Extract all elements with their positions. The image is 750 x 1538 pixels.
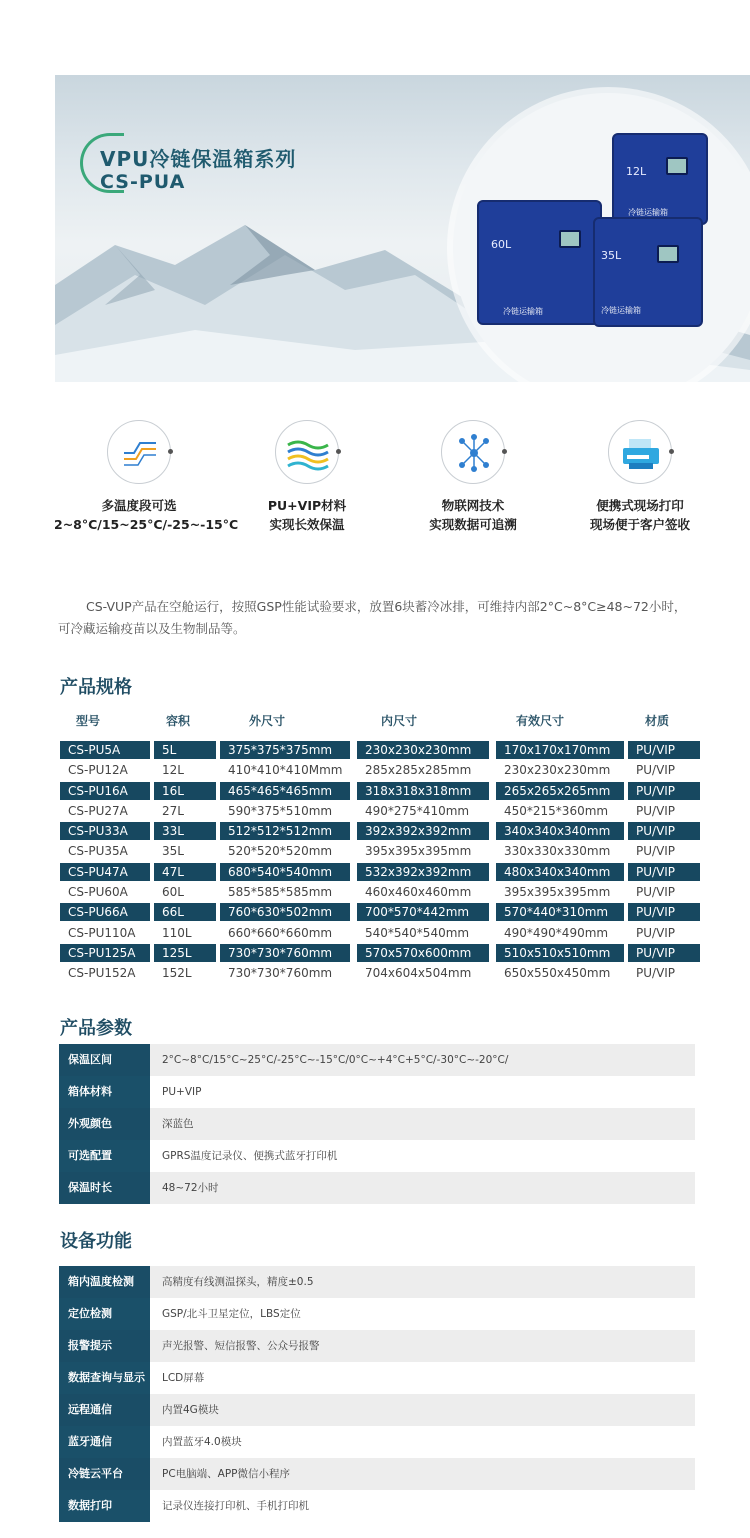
spec-cell: 47L xyxy=(154,863,216,881)
product-box-35l xyxy=(593,217,703,327)
feature-title: 便携式现场打印 xyxy=(596,498,684,513)
box-screen xyxy=(657,245,679,263)
spec-cell: CS-PU33A xyxy=(60,822,150,840)
param-key: 外观颜色 xyxy=(59,1108,150,1140)
spec-cell: 170x170x170mm xyxy=(496,741,624,759)
spec-cell: 16L xyxy=(154,782,216,800)
spec-cell: 375*375*375mm xyxy=(220,741,350,759)
product-box-12l xyxy=(612,133,708,225)
param-row xyxy=(59,1362,695,1394)
param-value: PC电脑端、APP微信小程序 xyxy=(150,1458,695,1490)
feature-printer xyxy=(555,420,725,534)
spec-cell: 330x330x330mm xyxy=(504,844,611,859)
spec-row xyxy=(60,821,700,841)
feature-subtitle: 实现数据可追溯 xyxy=(429,517,517,532)
functions-heading: 设备功能 xyxy=(60,1231,132,1252)
spec-row xyxy=(60,740,700,760)
param-row xyxy=(59,1458,695,1490)
params-table xyxy=(59,1044,695,1204)
spec-cell: 60L xyxy=(162,885,184,900)
spec-cell: 490*275*410mm xyxy=(365,803,470,818)
feature-temperature xyxy=(54,420,239,534)
feature-list xyxy=(0,420,750,540)
col-material: 材质 xyxy=(645,714,670,728)
param-value: 高精度有线测温探头，精度±0.5 xyxy=(150,1266,695,1298)
param-value: PU+VIP xyxy=(150,1076,695,1108)
param-key: 数据打印 xyxy=(59,1490,150,1522)
param-value: GSP/北斗卫星定位，LBS定位 xyxy=(150,1298,695,1330)
spec-cell: 66L xyxy=(154,903,216,921)
feature-iot xyxy=(388,420,558,534)
spec-cell: 570*440*310mm xyxy=(496,903,624,921)
param-row xyxy=(59,1298,695,1330)
params-heading: 产品参数 xyxy=(60,1018,132,1039)
spec-row xyxy=(60,841,700,861)
param-value: LCD屏幕 xyxy=(150,1362,695,1394)
spec-cell: 395x395x395mm xyxy=(504,885,611,900)
col-outer-size: 外尺寸 xyxy=(249,714,286,728)
spec-cell: 490*490*490mm xyxy=(504,925,609,940)
param-row xyxy=(59,1490,695,1522)
spec-cell: 450*215*360mm xyxy=(504,803,609,818)
param-value: 内置4G模块 xyxy=(150,1394,695,1426)
feature-subtitle: 现场便于客户签收 xyxy=(589,517,690,532)
spec-cell: 33L xyxy=(154,822,216,840)
banner-subtitle: CS-PUA xyxy=(100,171,186,193)
box-volume-label: 60L xyxy=(491,238,512,251)
spec-cell: 27L xyxy=(162,803,184,818)
spec-row xyxy=(60,781,700,801)
spec-cell: CS-PU12A xyxy=(68,763,128,778)
printer-icon xyxy=(608,420,672,484)
spec-cell: CS-PU125A xyxy=(60,944,150,962)
spec-cell: 395x395x395mm xyxy=(365,844,472,859)
spec-cell: 285x285x285mm xyxy=(365,763,472,778)
spec-cell: 480x340x340mm xyxy=(496,863,624,881)
spec-cell: PU/VIP xyxy=(636,966,676,981)
spec-cell: 650x550x450mm xyxy=(504,966,611,981)
spec-cell: PU/VIP xyxy=(636,763,676,778)
spec-cell: PU/VIP xyxy=(636,925,676,940)
feature-title: 多温度段可选 xyxy=(101,498,177,513)
spec-cell: PU/VIP xyxy=(636,885,676,900)
param-key: 蓝牙通信 xyxy=(59,1426,150,1458)
functions-table xyxy=(59,1266,695,1522)
param-row xyxy=(59,1426,695,1458)
spec-cell: 660*660*660mm xyxy=(228,925,333,940)
spec-cell: 512*512*512mm xyxy=(220,822,350,840)
spec-row xyxy=(60,760,700,780)
spec-cell: 540*540*540mm xyxy=(365,925,470,940)
spec-cell: CS-PU16A xyxy=(60,782,150,800)
param-value: 声光报警、短信报警、公众号报警 xyxy=(150,1330,695,1362)
param-value: GPRS温度记录仪、便携式蓝牙打印机 xyxy=(150,1140,695,1172)
param-key: 保温区间 xyxy=(59,1044,150,1076)
feature-subtitle: 2~8°C/15~25°C/-25~-15°C xyxy=(54,517,239,532)
spec-cell: 35L xyxy=(162,844,184,859)
param-value: 2°C~8°C/15°C~25°C/-25°C~-15°C/0°C~+4°C+5°C/-30°C~-20°C/ xyxy=(150,1044,695,1076)
spec-cell: PU/VIP xyxy=(628,863,700,881)
param-row xyxy=(59,1266,695,1298)
spec-cell: 392x392x392mm xyxy=(357,822,489,840)
spec-cell: CS-PU60A xyxy=(68,885,128,900)
intro-paragraph: CS-VUP产品在空舱运行，按照GSP性能试验要求，放置6块蓄冷冰排，可维持内部2°C~8°C≥48~72小时，可冷藏运输疫苗以及生物制品等。 xyxy=(58,599,687,636)
spec-cell: CS-PU27A xyxy=(68,803,128,818)
box-screen xyxy=(559,230,581,248)
spec-table xyxy=(60,740,700,984)
col-model: 型号 xyxy=(76,714,101,728)
box-brand: 冷链运输箱 xyxy=(628,208,668,217)
param-row xyxy=(59,1108,695,1140)
col-inner-size: 内尺寸 xyxy=(381,714,418,728)
param-key: 定位检测 xyxy=(59,1298,150,1330)
spec-cell: 12L xyxy=(162,763,184,778)
param-key: 可选配置 xyxy=(59,1140,150,1172)
hero-banner xyxy=(55,75,750,382)
box-brand: 冷链运输箱 xyxy=(503,307,543,316)
param-row xyxy=(59,1076,695,1108)
spec-cell: CS-PU5A xyxy=(60,741,150,759)
spec-cell: 590*375*510mm xyxy=(228,803,333,818)
param-key: 远程通信 xyxy=(59,1394,150,1426)
spec-cell: PU/VIP xyxy=(628,903,700,921)
material-waves-icon xyxy=(275,420,339,484)
spec-cell: PU/VIP xyxy=(636,844,676,859)
param-row xyxy=(59,1140,695,1172)
spec-cell: 730*730*760mm xyxy=(228,966,333,981)
spec-cell: PU/VIP xyxy=(628,822,700,840)
box-screen xyxy=(666,157,688,175)
spec-cell: 704x604x504mm xyxy=(365,966,472,981)
product-box-60l xyxy=(477,200,602,325)
spec-cell: 730*730*760mm xyxy=(220,944,350,962)
spec-cell: 680*540*540mm xyxy=(220,863,350,881)
param-row xyxy=(59,1394,695,1426)
spec-cell: CS-PU35A xyxy=(68,844,128,859)
spec-cell: CS-PU47A xyxy=(60,863,150,881)
spec-cell: PU/VIP xyxy=(628,944,700,962)
spec-cell: CS-PU66A xyxy=(60,903,150,921)
param-value: 48~72小时 xyxy=(150,1172,695,1204)
spec-cell: 510x510x510mm xyxy=(496,944,624,962)
spec-row xyxy=(60,882,700,902)
spec-row xyxy=(60,923,700,943)
box-brand: 冷链运输箱 xyxy=(601,306,641,315)
spec-cell: 585*585*585mm xyxy=(228,885,333,900)
col-effective-size: 有效尺寸 xyxy=(516,714,565,728)
param-key: 保温时长 xyxy=(59,1172,150,1204)
spec-row xyxy=(60,963,700,983)
spec-cell: 520*520*520mm xyxy=(228,844,333,859)
box-volume-label: 12L xyxy=(626,165,647,178)
spec-cell: 5L xyxy=(154,741,216,759)
spec-row xyxy=(60,902,700,922)
param-key: 箱内温度检测 xyxy=(59,1266,150,1298)
param-row xyxy=(59,1330,695,1362)
spec-cell: 230x230x230mm xyxy=(504,763,611,778)
spec-cell: 230x230x230mm xyxy=(357,741,489,759)
spec-cell: 465*465*465mm xyxy=(220,782,350,800)
spec-cell: 760*630*502mm xyxy=(220,903,350,921)
spec-cell: PU/VIP xyxy=(628,741,700,759)
spec-cell: 152L xyxy=(162,966,192,981)
spec-cell: 700*570*442mm xyxy=(357,903,489,921)
spec-cell: 410*410*410Mmm xyxy=(228,763,343,778)
spec-cell: CS-PU110A xyxy=(68,925,136,940)
feature-subtitle: 实现长效保温 xyxy=(269,517,345,532)
param-key: 数据查询与显示 xyxy=(59,1362,150,1394)
spec-row xyxy=(60,943,700,963)
spec-cell: PU/VIP xyxy=(636,803,676,818)
spec-cell: 460x460x460mm xyxy=(365,885,472,900)
col-volume: 容积 xyxy=(166,714,191,728)
spec-row xyxy=(60,801,700,821)
spec-row xyxy=(60,862,700,882)
feature-material xyxy=(222,420,392,534)
iot-network-icon xyxy=(441,420,505,484)
param-row xyxy=(59,1172,695,1204)
spec-cell: 532x392x392mm xyxy=(357,863,489,881)
spec-heading: 产品规格 xyxy=(60,677,132,698)
spec-cell: 570x570x600mm xyxy=(357,944,489,962)
param-row xyxy=(59,1044,695,1076)
param-value: 深蓝色 xyxy=(150,1108,695,1140)
spec-cell: 318x318x318mm xyxy=(357,782,489,800)
spec-cell: 125L xyxy=(154,944,216,962)
feature-title: 物联网技术 xyxy=(441,498,505,513)
param-value: 内置蓝牙4.0模块 xyxy=(150,1426,695,1458)
param-key: 冷链云平台 xyxy=(59,1458,150,1490)
param-value: 记录仪连接打印机、手机打印机 xyxy=(150,1490,695,1522)
feature-title: PU+VIP材料 xyxy=(267,498,347,513)
spec-cell: 265x265x265mm xyxy=(496,782,624,800)
param-key: 箱体材料 xyxy=(59,1076,150,1108)
param-key: 报警提示 xyxy=(59,1330,150,1362)
spec-cell: 340x340x340mm xyxy=(496,822,624,840)
spec-cell: 110L xyxy=(162,925,192,940)
banner-title: VPU冷链保温箱系列 xyxy=(100,147,297,171)
temperature-lines-icon xyxy=(107,420,171,484)
spec-cell: PU/VIP xyxy=(628,782,700,800)
spec-cell: CS-PU152A xyxy=(68,966,136,981)
box-volume-label: 35L xyxy=(601,249,622,262)
